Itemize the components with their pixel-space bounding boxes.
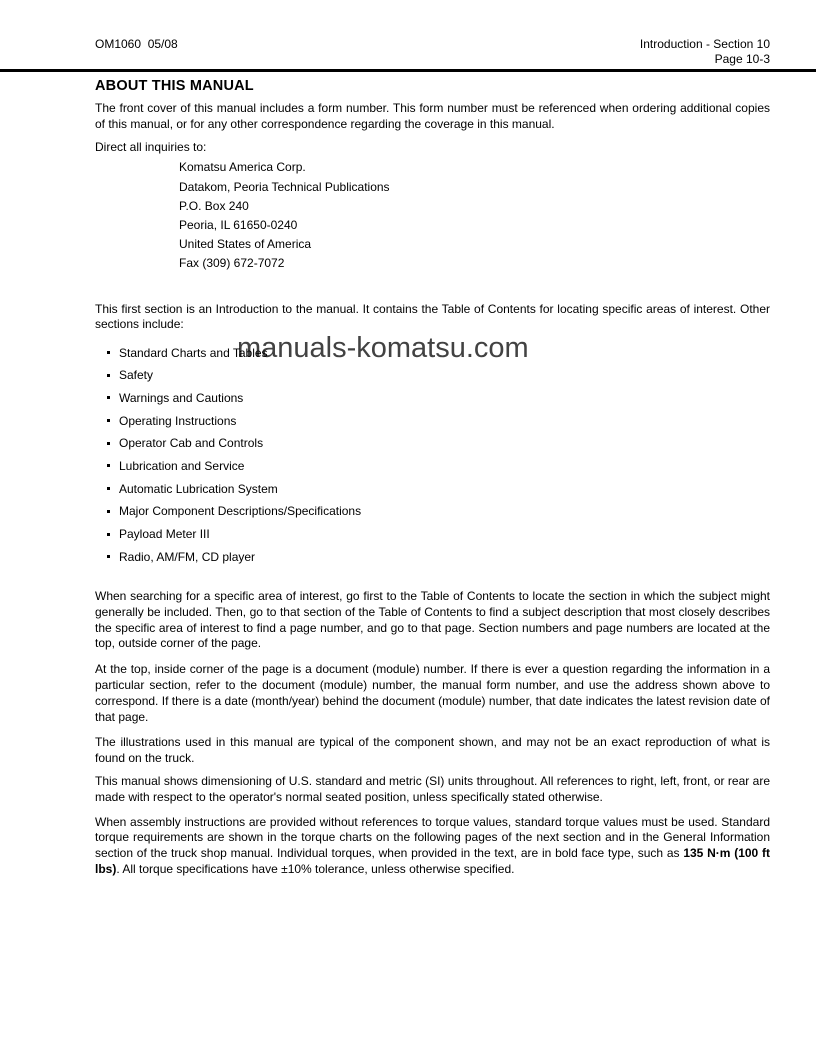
list-item <box>107 545 770 568</box>
list-item <box>107 341 770 364</box>
address-line: Datakom, Peoria Technical Publications <box>179 179 390 194</box>
list-item-label: Operating Instructions <box>119 413 237 428</box>
address-line: Fax (309) 672-7072 <box>179 256 285 271</box>
bullet-square-icon <box>107 510 110 513</box>
form-number: OM1060 05/08 <box>95 37 178 51</box>
paragraph-form-number: The front cover of this manual includes a form number. This form number must be referenced when ordering additional copies of this manual, or for any other correspondence regarding the coverage in this manual. <box>95 101 770 131</box>
list-item <box>107 455 770 478</box>
list-item <box>107 409 770 432</box>
list-item-label: Operator Cab and Controls <box>119 436 264 451</box>
list-item-label: Payload Meter III <box>119 527 210 542</box>
list-item <box>107 500 770 523</box>
list-item-label: Radio, AM/FM, CD player <box>119 549 256 564</box>
paragraph-searching: When searching for a specific area of interest, go first to the Table of Contents to locate the section in which the subject might generally be included. Then, go to that section of the Table of Contents to find a subject description that most closely describes the specific area of interest to find a page number, and go to that page. Section numbers and page numbers are located at the top, outside corner of the page. <box>95 589 770 651</box>
list-item <box>107 364 770 387</box>
bullet-square-icon <box>107 351 110 354</box>
list-item-label: Safety <box>119 368 154 383</box>
bullet-square-icon <box>107 464 110 467</box>
list-item-label: Automatic Lubrication System <box>119 481 278 496</box>
paragraph-sections-intro: This first section is an Introduction to the manual. It contains the Table of Contents for locating specific areas of interest. Other sections include: <box>95 301 770 332</box>
list-item-label: Standard Charts and Tables <box>119 345 268 360</box>
list-item <box>107 432 770 455</box>
page-content <box>95 78 770 878</box>
header-section-label: Introduction - Section 10 <box>639 37 770 51</box>
bullet-square-icon <box>107 555 110 558</box>
list-item <box>107 387 770 410</box>
address-line: Komatsu America Corp. <box>179 160 306 175</box>
address-line: United States of America <box>179 237 312 252</box>
paragraph-torque <box>95 815 770 878</box>
bullet-square-icon <box>107 374 110 377</box>
list-item-label: Major Component Descriptions/Specifications <box>119 504 362 519</box>
paragraph-units: This manual shows dimensioning of U.S. standard and metric (SI) units throughout. All references to right, left, front, or rear are made with respect to the operator's normal seated position, unless specifically stated otherwise. <box>95 774 770 804</box>
bullet-square-icon <box>107 396 110 399</box>
paragraph-illustrations: The illustrations used in this manual are typical of the component shown, and may not be an exact reproduction of what is found on the truck. <box>95 735 770 766</box>
inquiries-lead: Direct all inquiries to: <box>95 139 207 154</box>
torque-value-bold: 135 N·m (100 ft lbs) <box>95 846 770 877</box>
bullet-square-icon <box>107 533 110 536</box>
bullet-square-icon <box>107 442 110 445</box>
address-block <box>179 158 770 273</box>
list-item-label: Lubrication and Service <box>119 458 245 473</box>
bullet-square-icon <box>107 419 110 422</box>
header-page-number: Page 10-3 <box>714 52 770 66</box>
section-list <box>107 341 770 568</box>
page-header <box>95 37 770 67</box>
page-title: ABOUT THIS MANUAL <box>95 78 254 94</box>
list-item-label: Warnings and Cautions <box>119 390 244 405</box>
list-item <box>107 477 770 500</box>
torque-text-before: When assembly instructions are provided without references to torque values, standard torque values must be used. Standard torque requirements are shown in the torque charts on the following pages of the next section and in the General Information section of the truck shop manual. Individual torques, when provided in the text, are in bold face type, such as <box>95 814 770 861</box>
header-rule <box>0 69 816 72</box>
address-line: Peoria, IL 61650-0240 <box>179 218 298 232</box>
torque-text-after: . All torque specifications have ±10% tolerance, unless otherwise specified. <box>116 862 515 877</box>
list-item <box>107 523 770 546</box>
bullet-square-icon <box>107 487 110 490</box>
site-watermark: manuals-komatsu.com <box>237 332 529 364</box>
paragraph-module-number: At the top, inside corner of the page is a document (module) number. If there is ever a question regarding the information in a particular section, refer to the document (module) number, the manual form number, and use the address shown above to correspond. If there is a date (month/year) behind the document (module) number, that date indicates the latest revision date of that page. <box>95 662 770 724</box>
header-right <box>640 37 770 67</box>
address-line: P.O. Box 240 <box>179 198 249 213</box>
